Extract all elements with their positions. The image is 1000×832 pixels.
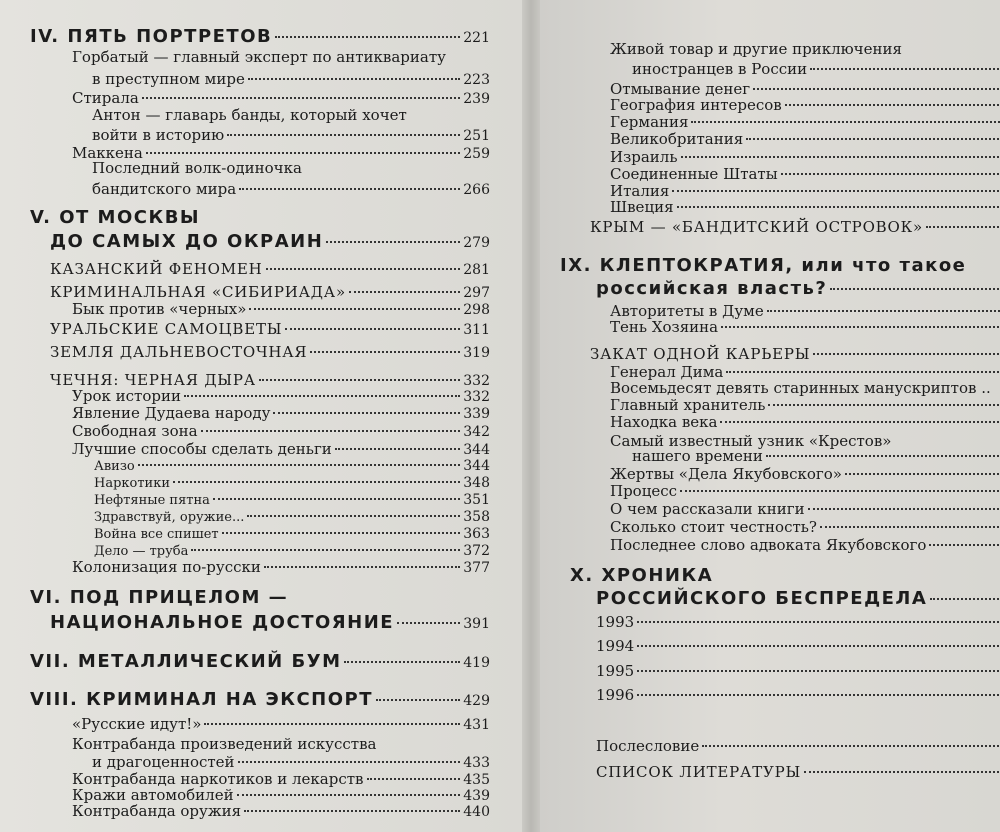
toc-entry-title: Соединенные Штаты [610,165,778,183]
toc-entry-title: Находка века [610,413,718,431]
toc-entry-title: Кражи автомобилей [72,786,234,804]
toc-entry [596,763,1000,781]
toc-entry-title: 1995 [596,662,635,680]
toc-entry [610,148,1000,166]
toc-dot-leader [672,190,1000,192]
toc-page-number: 429 [463,693,490,709]
toc-dot-leader [813,353,1000,355]
toc-entry [72,404,490,422]
toc-dot-leader [766,455,1000,457]
toc-entry [92,70,490,88]
toc-dot-leader [830,288,1000,290]
toc-dot-leader [275,36,460,38]
toc-entry [30,207,200,228]
toc-entry [610,482,1000,500]
toc-entry-title: IV. ПЯТЬ ПОРТРЕТОВ [30,26,273,47]
toc-entry-title: X. ХРОНИКА [570,565,714,586]
toc-entry-title: ЗЕМЛЯ ДАЛЬНЕВОСТОЧНАЯ [50,343,308,361]
toc-dot-leader [680,490,1000,492]
toc-page-number: 259 [463,146,490,162]
toc-entry-title: Процесс [610,482,678,500]
toc-page-number: 431 [463,717,490,733]
toc-entry-title: Свободная зона [72,422,198,440]
toc-entry [50,320,490,338]
toc-page-number: 348 [463,475,490,491]
toc-entry [610,113,1000,131]
toc-dot-leader [213,498,460,500]
toc-entry [94,492,490,508]
toc-entry-title: VII. МЕТАЛЛИЧЕСКИЙ БУМ [30,651,342,672]
toc-page-number: 342 [463,424,490,440]
toc-entry-title: VIII. КРИМИНАЛ НА ЭКСПОРТ [30,689,374,710]
toc-entry-title: Израиль [610,148,678,166]
toc-entry [590,218,1000,236]
toc-entry [92,159,302,177]
toc-entry-title: КРИМИНАЛЬНАЯ «СИБИРИАДА» [50,283,346,301]
toc-page-number: 391 [463,616,490,632]
toc-entry-title: Италия [610,182,670,200]
toc-entry [596,588,1000,609]
toc-dot-leader [767,310,1000,312]
right-page [540,0,1000,832]
toc-entry [610,96,1000,114]
toc-entry [50,231,490,252]
toc-entry [72,558,490,576]
toc-entry-title: Послесловие [596,737,700,755]
toc-page-number: 319 [463,345,490,361]
toc-page-number: 339 [463,406,490,422]
toc-dot-leader [637,670,1000,672]
toc-entry-title: Контрабанда произведений искусства [72,735,377,753]
toc-page-number: 344 [463,442,490,458]
toc-entry [72,422,490,440]
toc-entry [92,180,490,198]
toc-entry-title: нашего времени [632,447,763,465]
toc-entry-title: IX. КЛЕПТОКРАТИЯ, или что такое [560,255,967,276]
toc-dot-leader [326,241,460,243]
toc-entry-title: Маккена [72,144,143,162]
toc-entry-title: Главный хранитель [610,396,766,414]
toc-entry [72,802,490,820]
toc-entry-title: Великобритания [610,130,744,148]
toc-dot-leader [237,794,461,796]
toc-entry [596,278,1000,299]
toc-entry-title: и драгоценностей [92,753,235,771]
toc-entry-title: «Русские идут!» [72,715,202,733]
toc-entry-title: Последнее слово адвоката Якубовского [610,536,927,554]
toc-entry-title: ДО САМЫХ ДО ОКРАИН [50,231,324,252]
toc-dot-leader [146,152,460,154]
toc-entry [610,396,1000,414]
toc-dot-leader [808,508,1000,510]
toc-entry-title: Явление Дудаева народу [72,404,271,422]
toc-dot-leader [681,156,1000,158]
toc-page-number: 266 [463,182,490,198]
toc-dot-leader [285,328,460,330]
toc-dot-leader [222,532,461,534]
toc-entry-title: УРАЛЬСКИЕ САМОЦВЕТЫ [50,320,283,338]
toc-entry [560,255,966,276]
toc-dot-leader [768,404,1000,406]
toc-entry [94,543,490,559]
toc-entry-title: Горбатый — главный эксперт по антиквариату [72,48,446,66]
toc-entry [72,440,490,458]
toc-entry [632,447,1000,465]
toc-entry-title: 1993 [596,613,635,631]
toc-entry-title: российская власть? [596,278,828,299]
toc-dot-leader [720,421,1000,423]
toc-entry-title: Сколько стоит честность? [610,518,817,536]
toc-entry-title: Авторитеты в Думе [610,302,764,320]
toc-dot-leader [310,351,460,353]
toc-page-number: 344 [463,458,490,474]
toc-dot-leader [239,188,460,190]
toc-dot-leader [753,88,1000,90]
toc-page-number: 332 [463,389,490,405]
toc-entry-title: Стирала [72,89,139,107]
toc-entry [610,413,1000,431]
toc-entry-title: КАЗАНСКИЙ ФЕНОМЕН [50,260,263,278]
toc-entry [94,458,490,474]
toc-entry-title: Урок истории [72,387,181,405]
toc-dot-leader [397,622,460,624]
toc-dot-leader [273,412,460,414]
toc-entry [92,753,490,771]
toc-entry [72,89,490,107]
toc-entry-title: Колонизация по-русски [72,558,261,576]
toc-page-number: 332 [463,373,490,389]
toc-entry [596,737,1000,755]
toc-dot-leader [238,761,461,763]
book-gutter [522,0,540,832]
toc-page-number: 279 [463,235,490,251]
toc-dot-leader [249,308,460,310]
toc-page-number: 363 [463,526,490,542]
toc-dot-leader [204,723,460,725]
toc-dot-leader [173,481,460,483]
toc-dot-leader [677,206,1000,208]
toc-entry [610,198,1000,216]
toc-entry [92,126,490,144]
toc-entry-title: VI. ПОД ПРИЦЕЛОМ — [30,587,289,608]
toc-entry-title: Наркотики [94,476,171,491]
toc-entry [72,300,490,318]
toc-entry [94,526,490,542]
toc-entry [30,689,490,710]
toc-entry-title: 1996 [596,686,635,704]
toc-entry-title: Бык против «черных» [72,300,247,318]
toc-page-number: 419 [463,655,490,671]
toc-entry [72,387,490,405]
toc-page-number: 297 [463,285,490,301]
toc-dot-leader [142,97,460,99]
toc-entry-title: Последний волк-одиночка [92,159,302,177]
toc-entry [94,475,490,491]
toc-page-number: 440 [463,804,490,820]
toc-entry [596,686,1000,704]
toc-page-number: 239 [463,91,490,107]
toc-entry-title: География интересов [610,96,782,114]
toc-page-number: 439 [463,788,490,804]
toc-entry [50,343,490,361]
toc-entry-title: войти в историю [92,126,225,144]
toc-dot-leader [247,515,460,517]
toc-entry-title: Отмывание денег [610,80,751,98]
toc-entry [610,500,1000,518]
toc-dot-leader [244,810,460,812]
toc-entry [610,536,1000,554]
toc-entry-title: Генерал Дима [610,363,724,381]
toc-entry-title: Тень Хозяина [610,318,719,336]
toc-entry-title: Война все спишет [94,527,219,542]
toc-entry [596,662,1000,680]
toc-entry [30,587,288,608]
toc-entry [610,465,1000,483]
toc-dot-leader [726,371,1000,373]
toc-dot-leader [785,104,1000,106]
toc-entry-title: Германия [610,113,689,131]
toc-entry-title: Контрабанда наркотиков и лекарств [72,770,364,788]
toc-entry [632,60,1000,78]
toc-dot-leader [746,138,1000,140]
toc-dot-leader [191,549,460,551]
toc-dot-leader [929,544,1000,546]
toc-entry-title: Антон — главарь банды, который хочет [92,106,407,124]
toc-entry [610,165,1000,183]
toc-entry [72,735,377,753]
toc-page-number: 377 [463,560,490,576]
toc-page-number: 311 [463,322,490,338]
toc-entry [50,612,490,633]
toc-entry-title: иностранцев в России [632,60,808,78]
toc-entry [610,518,1000,536]
toc-page-number: 221 [463,30,490,46]
toc-entry-title: РОССИЙСКОГО БЕСПРЕДЕЛА [596,588,928,609]
toc-dot-leader [930,598,1000,600]
toc-entry [596,637,1000,655]
toc-entry-title: бандитского мира [92,180,237,198]
toc-dot-leader [376,699,460,701]
toc-entry-title: в преступном мире [92,70,245,88]
toc-page-number: 223 [463,72,490,88]
toc-entry-title: Жертвы «Дела Якубовского» [610,465,842,483]
toc-dot-leader [248,78,460,80]
toc-page-number: 351 [463,492,490,508]
toc-entry-title: Лучшие способы сделать деньги [72,440,332,458]
toc-entry-title: 1994 [596,637,635,655]
toc-entry-title: Восемьдесят девять старинных манускриптов .. [610,379,991,397]
toc-dot-leader [926,226,1000,228]
toc-dot-leader [201,430,461,432]
toc-dot-leader [691,121,1000,123]
toc-dot-leader [138,464,461,466]
toc-page-number: 281 [463,262,490,278]
toc-entry [50,260,490,278]
toc-dot-leader [335,448,460,450]
toc-entry-title: О чем рассказали книги [610,500,805,518]
toc-entry [72,48,446,66]
toc-page-number: 298 [463,302,490,318]
toc-entry-title: Нефтяные пятна [94,493,210,508]
toc-page-number: 433 [463,755,490,771]
toc-dot-leader [184,395,460,397]
toc-dot-leader [259,379,460,381]
toc-entry [94,509,490,525]
toc-dot-leader [810,68,1000,70]
toc-dot-leader [264,566,460,568]
toc-entry-title: Авизо [94,459,135,474]
toc-entry-title: Самый известный узник «Крестов» [610,432,892,450]
toc-entry-title: Здравствуй, оружие... [94,510,245,525]
toc-dot-leader [349,291,460,293]
toc-entry [590,345,1000,363]
toc-entry-title: Контрабанда оружия [72,802,242,820]
toc-entry-title: Дело — труба [94,544,189,559]
toc-entry [72,715,490,733]
toc-entry-title: КРЫМ — «БАНДИТСКИЙ ОСТРОВОК» [590,218,923,236]
toc-page-number: 435 [463,772,490,788]
toc-dot-leader [344,661,460,663]
toc-entry-title: ЧЕЧНЯ: ЧЕРНАЯ ДЫРА [50,371,256,389]
toc-page-number: 372 [463,543,490,559]
toc-dot-leader [820,526,1000,528]
toc-dot-leader [637,645,1000,647]
toc-dot-leader [637,621,1000,623]
toc-entry-title: ЗАКАТ ОДНОЙ КАРЬЕРЫ [590,345,811,363]
toc-dot-leader [637,694,1000,696]
toc-dot-leader [781,173,1000,175]
toc-dot-leader [227,134,460,136]
toc-dot-leader [845,473,1000,475]
toc-dot-leader [721,326,1000,328]
toc-dot-leader [266,268,461,270]
toc-dot-leader [804,771,1000,773]
toc-entry [30,651,490,672]
toc-entry [610,40,902,58]
toc-page-number: 358 [463,509,490,525]
toc-entry [92,106,407,124]
toc-entry-title: Живой товар и другие приключения [610,40,902,58]
toc-entry [570,565,713,586]
toc-dot-leader [702,745,1000,747]
toc-entry [610,130,1000,148]
toc-entry [50,283,490,301]
toc-entry [596,613,1000,631]
toc-entry-title: V. ОТ МОСКВЫ [30,207,201,228]
toc-entry [610,379,991,397]
toc-entry-title: СПИСОК ЛИТЕРАТУРЫ [596,763,802,781]
toc-dot-leader [367,778,461,780]
toc-entry-title: НАЦИОНАЛЬНОЕ ДОСТОЯНИЕ [50,612,395,633]
toc-entry [30,26,490,47]
toc-entry-title: Швеция [610,198,674,216]
toc-entry [610,318,1000,336]
toc-page-number: 251 [463,128,490,144]
